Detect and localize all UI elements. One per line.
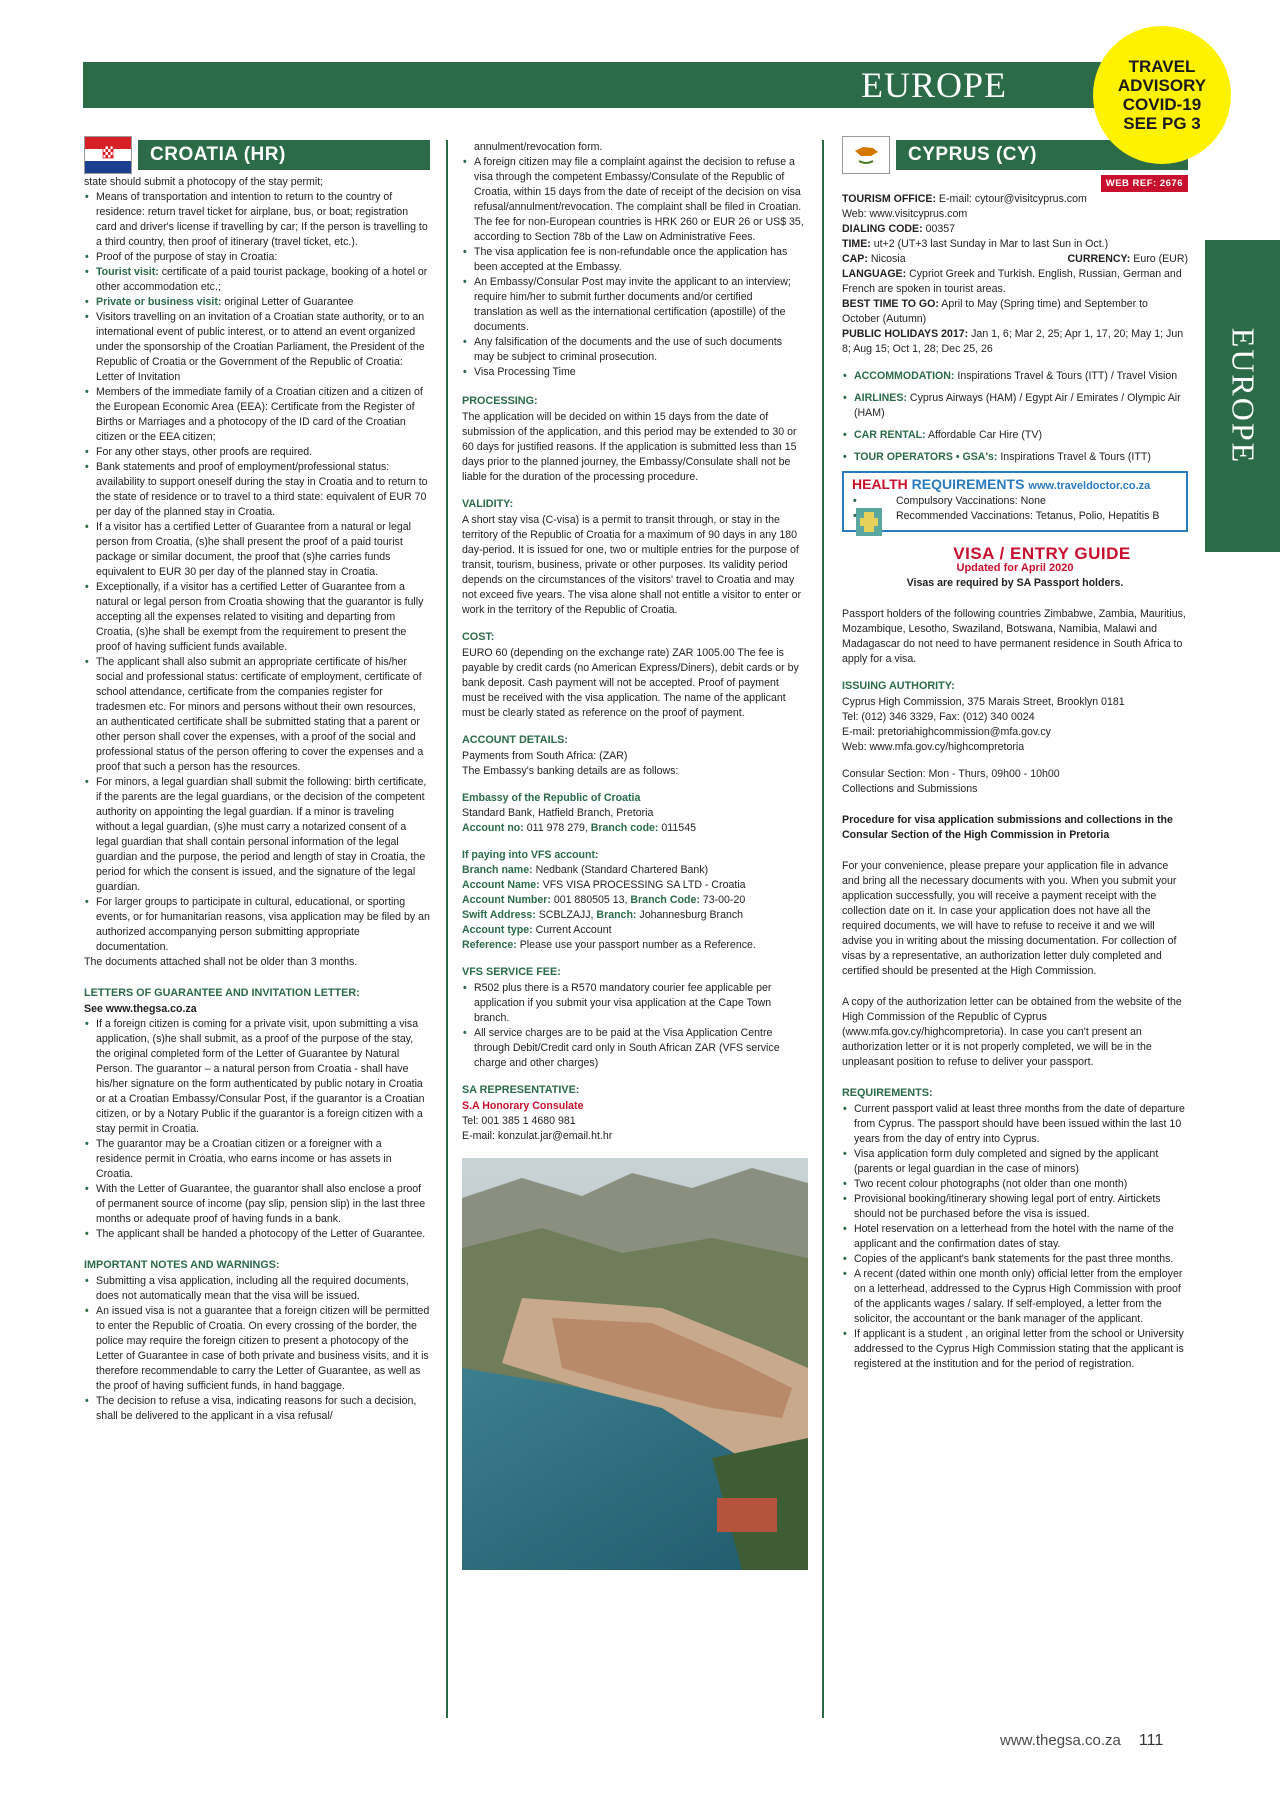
list-item: • An issued visa is not a guarantee that a foreign citizen will be permitted to enter the Republic of Croatia. On every crossing of the border, the police may require the foreign citizen to present a photocopy of the Letter of Guarantee in case of both private and business visits, and it is therefore recommendable to carry the Letter of Guarantee, as well as the proof of having sufficient funds, in hand baggage. bbox=[84, 1304, 430, 1394]
field-label: PUBLIC HOLIDAYS 2017: bbox=[842, 328, 969, 340]
visa-guide-title: VISA / ENTRY GUIDE bbox=[953, 544, 1131, 563]
list-item: • The decision to refuse a visa, indicating reasons for such a decision, shall be delivered to the applicant in a visa refusal/ bbox=[84, 1394, 430, 1424]
health-heading bbox=[852, 477, 1178, 494]
account-line: The Embassy's banking details are as follows: bbox=[462, 765, 679, 777]
field-label: Account no: bbox=[462, 822, 524, 834]
list-item: • For any other stays, other proofs are required. bbox=[84, 445, 430, 460]
list-item: • Compulsory Vaccinations: None bbox=[852, 494, 1178, 509]
section-heading: ISSUING AUTHORITY: bbox=[842, 680, 955, 692]
item-text: Inspirations Travel & Tours (ITT) / Travel Vision bbox=[954, 370, 1178, 382]
info-line bbox=[842, 297, 1188, 327]
field-label: Account type: bbox=[462, 924, 533, 936]
info-line: Web: www.visitcyprus.com bbox=[842, 208, 968, 220]
representative-name: S.A Honorary Consulate bbox=[462, 1100, 584, 1112]
list-item: • All service charges are to be paid at the Visa Application Centre through Debit/Credit card only in South African ZAR (VFS service charge and other charges) bbox=[462, 1026, 804, 1071]
info-line bbox=[842, 267, 1188, 297]
list-item: • The visa application fee is non-refundable once the application has been accepted at the Embassy. bbox=[462, 245, 804, 275]
notes-list bbox=[84, 1274, 430, 1424]
item-label: Tourist visit: bbox=[96, 266, 159, 278]
cyprus-column bbox=[842, 140, 1188, 1372]
info-line bbox=[842, 252, 1188, 267]
item-label: Private or business visit: bbox=[96, 296, 222, 308]
section-heading: REQUIREMENTS: bbox=[842, 1087, 933, 1099]
issuing-line: Cyprus High Commission, 375 Marais Street, Brooklyn 0181 bbox=[842, 696, 1125, 708]
field-value: Nicosia bbox=[867, 253, 906, 265]
item-label: AIRLINES: bbox=[854, 392, 907, 404]
info-line bbox=[842, 327, 1188, 357]
list-item: • If a visitor has a certified Letter of Guarantee from a natural or legal person from Croatia, (s)he shall present the proof of a paid tourist package or similar document, the proof that (s)he carries funds equivalent to EUR 30 per day of the planned stay in Croatia. bbox=[84, 520, 430, 580]
field-value: Please use your passport number as a Reference. bbox=[516, 939, 756, 951]
field-label: LANGUAGE: bbox=[842, 268, 907, 280]
region-side-tab bbox=[1205, 240, 1280, 552]
info-line bbox=[842, 222, 1188, 237]
list-item bbox=[84, 295, 430, 310]
field-label: Account Name: bbox=[462, 879, 540, 891]
list-item: • Submitting a visa application, including all the required documents, does not automatically mean that the visa will be issued. bbox=[84, 1274, 430, 1304]
list-item: • Bank statements and proof of employment/professional status: availability to support oneself during the stay in Croatia and to return to the state of residence or to travel to a third state: equivalent of EUR 70 per day of the planned stay in Croatia. bbox=[84, 460, 430, 520]
passport-text: Passport holders of the following countries Zimbabwe, Zambia, Mauritius, Mozambique, Lesotho, Swaziland, Botswana, Namibia, Malawi and Madagascar do not need to have permanent residence in South Africa to apply for a visa. bbox=[842, 608, 1186, 665]
list-item: • Proof of the purpose of stay in Croatia: bbox=[84, 250, 430, 265]
field-value: E-mail: cytour@visitcyprus.com bbox=[935, 193, 1087, 205]
croatia-requirements-list bbox=[84, 190, 430, 955]
cyprus-title: CYPRUS (CY) bbox=[896, 140, 1188, 170]
field-label: TIME: bbox=[842, 238, 871, 250]
travel-advisory-badge[interactable] bbox=[1093, 26, 1231, 164]
list-item: • Members of the immediate family of a Croatian citizen and a citizen of the European Economic Area (EEA): Certificate from the Register of Births or Marriages and a photocopy of the ID card of the Croatian citizen or the EEA citizen; bbox=[84, 385, 430, 445]
list-item: • With the Letter of Guarantee, the guarantor shall also enclose a proof of permanent source of income (pay slip, pension slip) in the last three months or adequate proof of having funds in a bank. bbox=[84, 1182, 430, 1227]
field-label: TOURISM OFFICE: bbox=[842, 193, 936, 205]
field-value: 011545 bbox=[658, 822, 696, 834]
item-label: TOUR OPERATORS • GSA's: bbox=[854, 451, 998, 463]
web-ref-badge: WEB REF: 2676 bbox=[1101, 175, 1188, 192]
coastal-town-photo bbox=[462, 1158, 808, 1570]
field-value: ut+2 (UT+3 last Sunday in Mar to last Sun in Oct.) bbox=[870, 238, 1109, 250]
list-item: • Recommended Vaccinations: Tetanus, Polio, Hepatitis B bbox=[852, 509, 1178, 524]
list-item: • Means of transportation and intention to return to the country of residence: return travel ticket for airplane, bus, or boat; registration card and driver's license if travelling by car; If the person is travelling to a third country, then proof of itinerary (travel ticket, etc.). bbox=[84, 190, 430, 250]
field-value: Euro (EUR) bbox=[1130, 253, 1188, 265]
list-item: • Visa application form duly completed and signed by the applicant (parents or legal guardian in the case of minors) bbox=[842, 1147, 1188, 1177]
issuing-line[interactable]: E-mail: pretoriahighcommission@mfa.gov.cy bbox=[842, 726, 1051, 738]
croatia-title: CROATIA (HR) bbox=[138, 140, 430, 170]
croatia-column bbox=[84, 140, 430, 1424]
vfs-line bbox=[462, 938, 804, 953]
list-item bbox=[84, 265, 430, 295]
list-item: • If a foreign citizen is coming for a private visit, upon submitting a visa application, (s)he shall submit, as a proof of the purpose of the stay, the original completed form of the Letter of Guarantee by Natural Person. The guarantor – a natural person from Croatia - shall have his/her signature on the form authenticated by public notary in Croatia or at a Croatian Embassy/Consular Post, if the guarantor is a Croatian citizen, or by a Notary Public if the guarantor is a foreign citizen with a stay permit in Croatia. bbox=[84, 1017, 430, 1137]
section-heading: PROCESSING: bbox=[462, 395, 538, 407]
item-label: ACCOMMODATION: bbox=[854, 370, 955, 382]
item-text: certificate of a paid tourist package, booking of a hotel or other accommodation etc.; bbox=[96, 266, 428, 293]
list-item: • Visa Processing Time bbox=[462, 365, 804, 380]
croatia-header bbox=[84, 140, 430, 170]
cyprus-flag-icon bbox=[842, 136, 890, 174]
advisory-line: SEE PG 3 bbox=[1123, 114, 1201, 133]
list-item: • R502 plus there is a R570 mandatory courier fee applicable per application if you submit your visa application at the Cape Town branch. bbox=[462, 981, 804, 1026]
croatia-flag-icon bbox=[84, 136, 132, 174]
region-title: EUROPE bbox=[860, 65, 1007, 105]
list-item: • The guarantor may be a Croatian citizen or a foreigner with a residence permit in Croatia, who earns income or has assets in Croatia. bbox=[84, 1137, 430, 1182]
advisory-line: COVID-19 bbox=[1122, 95, 1202, 114]
visa-updated: Updated for April 2020 bbox=[956, 562, 1074, 574]
region-banner bbox=[83, 62, 1183, 108]
field-label: Branch: bbox=[596, 909, 637, 921]
list-item: • The applicant shall also submit an appropriate certificate of his/her social and professional status: certificate of employment, certificate of school attendance, certificate from the companies register for tradesmen etc. For minors and persons without their own resources, an authenticated certificate shall be submitted stating that a parent or other person shall cover the expenses, with a proof of the social and professional status of the person offering to cover the expenses and a proof that such a person has the resources. bbox=[84, 655, 430, 775]
info-line bbox=[842, 192, 1188, 207]
list-item: • Visitors travelling on an invitation of a Croatian state authority, or to an international event of public interest, or to attend an event organized under the sponsorship of the Croatian Parliament, the President of the Republic of Croatia or the Government of the Republic of Croatia: Letter of Invitation bbox=[84, 310, 430, 385]
requirements-list bbox=[842, 1102, 1188, 1372]
field-value: 73-00-20 bbox=[699, 894, 746, 906]
visa-required-note: Visas are required by SA Passport holders. bbox=[906, 577, 1124, 589]
item-label: CAR RENTAL: bbox=[854, 429, 926, 441]
procedure-title: Procedure for visa application submissions and collections in the Consular Section of the High Commission in Pretoria bbox=[842, 814, 1173, 841]
documents-note: The documents attached shall not be older than 3 months. bbox=[84, 956, 358, 968]
field-label: Branch Code: bbox=[630, 894, 700, 906]
vfs-intro: If paying into VFS account: bbox=[462, 849, 599, 861]
health-list bbox=[852, 494, 1178, 524]
item-text: Inspirations Travel & Tours (ITT) bbox=[997, 451, 1151, 463]
issuing-line[interactable]: Web: www.mfa.gov.cy/highcompretoria bbox=[842, 741, 1025, 753]
list-item: • Any falsification of the documents and the use of such documents may be subject to criminal prosecution. bbox=[462, 335, 804, 365]
section-heading: ACCOUNT DETAILS: bbox=[462, 734, 568, 746]
item-text: original Letter of Guarantee bbox=[221, 296, 354, 308]
embassy-bank: Standard Bank, Hatfield Branch, Pretoria bbox=[462, 807, 654, 819]
field-value: Johannesburg Branch bbox=[636, 909, 744, 921]
list-item: • A recent (dated within one month only) official letter from the employer on a letterhead, addressed to the Cyprus High Commission with proof of the applicants wages / salary. If self-employed, a letter from the solicitor, the accountant or the bank manager of the applicant. bbox=[842, 1267, 1188, 1327]
health-requirements-box bbox=[842, 471, 1188, 532]
field-value: 00357 bbox=[922, 223, 956, 235]
field-label: Swift Address: bbox=[462, 909, 536, 921]
list-item: • Two recent colour photographs (not older than one month) bbox=[842, 1177, 1188, 1192]
list-item: • Copies of the applicant's bank statements for the past three months. bbox=[842, 1252, 1188, 1267]
health-link[interactable]: www.traveldoctor.co.za bbox=[1028, 480, 1151, 492]
field-value: SCBLZAJJ, bbox=[535, 909, 597, 921]
croatia-lead: state should submit a photocopy of the stay permit; bbox=[84, 176, 324, 188]
list-item: • If applicant is a student , an original letter from the school or University addressed to the Cyprus High Commission stating that the applicant is registered at the institution and for the period of registration. bbox=[842, 1327, 1188, 1372]
field-value: 001 880505 13, bbox=[550, 894, 631, 906]
list-item: • For larger groups to participate in cultural, educational, or sporting events, or for humanitarian reasons, visa application may be filed by an authorized accompanying person submitting appropriate documentation. bbox=[84, 895, 430, 955]
vfs-line bbox=[462, 863, 804, 878]
list-item: • Provisional booking/itinerary showing legal port of entry. Airtickets should not be purchased before the visa is issued. bbox=[842, 1192, 1188, 1222]
cost-text: EURO 60 (depending on the exchange rate) ZAR 1005.00 The fee is payable by credit cards (no American Express/Diners), debit cards or by bank deposit. Cash payment will not be accepted. Proof of payment must be received with the visa application. The name of the applicant must be clearly stated as reference on the proof of payment. bbox=[462, 647, 799, 719]
list-item: • Current passport valid at least three months from the date of departure from Cyprus. The passport should have been issued within the last 10 years from the day of entry into Cyprus. bbox=[842, 1102, 1188, 1147]
field-label: DIALING CODE: bbox=[842, 223, 923, 235]
health-title-word: HEALTH bbox=[852, 476, 908, 492]
copy-text: A copy of the authorization letter can be obtained from the website of the High Commission of the Republic of Cyprus (www.mfa.gov.cy/highcompretoria). In case you can't present an authorization letter or it is not properly completed, we will be in the unpleasant position to refuse to deliver your passport. bbox=[842, 996, 1182, 1068]
page-number: 111 bbox=[1138, 1732, 1164, 1749]
list-item: • A foreign citizen may file a complaint against the decision to refuse a visa through the competent Embassy/Consulate of the Republic of Croatia, within 15 days from the date of receipt of the decision on visa refusal/annulment/revocation. The complaint shall be filed in Croatian. The fee for non-European countries is HRK 260 or EUR 26 or US$ 35, according to Section 78b of the Law on Administrative Fees. bbox=[462, 155, 804, 245]
services-list bbox=[842, 369, 1188, 465]
field-value: VFS VISA PROCESSING SA LTD - Croatia bbox=[539, 879, 746, 891]
vfs-line bbox=[462, 908, 804, 923]
notes-list-continued bbox=[462, 155, 804, 380]
embassy-account bbox=[462, 821, 804, 836]
item-text: Affordable Car Hire (TV) bbox=[925, 429, 1042, 441]
see-website-link[interactable]: See www.thegsa.co.za bbox=[84, 1003, 197, 1015]
embassy-name: Embassy of the Republic of Croatia bbox=[462, 792, 641, 804]
footer-url[interactable]: www.thegsa.co.za bbox=[1000, 1732, 1121, 1749]
list-item: • Exceptionally, if a visitor has a certified Letter of Guarantee from a natural or legal person from Croatia showing that the guarantor is fully accepting all the expenses related to visiting and departing from Croatia, (s)he shall be exempt from the requirement to present the proof of having sufficient funds available. bbox=[84, 580, 430, 655]
column-divider bbox=[446, 140, 448, 1718]
list-item bbox=[842, 428, 1188, 443]
side-tab-label: EUROPE bbox=[1225, 327, 1261, 465]
list-item bbox=[842, 369, 1188, 384]
section-heading: SA REPRESENTATIVE: bbox=[462, 1084, 580, 1096]
account-line: Payments from South Africa: (ZAR) bbox=[462, 750, 628, 762]
health-title-word: REQUIREMENTS bbox=[907, 476, 1025, 492]
fee-list bbox=[462, 981, 804, 1071]
croatia-column-continued bbox=[462, 140, 804, 1575]
column-divider bbox=[822, 140, 824, 1718]
field-label: CURRENCY: bbox=[1067, 253, 1131, 265]
page-footer bbox=[1000, 1732, 1163, 1750]
field-label: BEST TIME TO GO: bbox=[842, 298, 939, 310]
field-label: Branch name: bbox=[462, 864, 533, 876]
section-heading: LETTERS OF GUARANTEE AND INVITATION LETTER: bbox=[84, 987, 360, 999]
list-item: • For minors, a legal guardian shall submit the following: birth certificate, if the parents are the legal guardians, or the decision of the competent authority on appointing the legal guardian. If a minor is traveling without a legal guardian, (s)he must carry a notarized consent of a legal guardian that shall contain personal information of the legal guardian and the purpose, the period and length of stay in Croatia, the period for which the consent is issued, and the signature of the legal guardian. bbox=[84, 775, 430, 895]
health-title bbox=[852, 476, 1024, 492]
list-item bbox=[842, 450, 1188, 465]
info-line bbox=[842, 237, 1188, 252]
vfs-line bbox=[462, 893, 804, 908]
guarantee-list bbox=[84, 1017, 430, 1242]
list-item: • The applicant shall be handed a photocopy of the Letter of Guarantee. bbox=[84, 1227, 430, 1242]
processing-text: The application will be decided on within 15 days from the date of submission of the application, and this period may be extended to 30 or 60 days for justified reasons. If the application is submitted less than 15 days prior to the planned journey, the Embassy/Consulate shall not be liable for the duration of the processing procedure. bbox=[462, 411, 797, 483]
field-value: Cypriot Greek and Turkish. English, Russian, German and French are spoken in tourist areas. bbox=[842, 268, 1182, 295]
field-value: Current Account bbox=[532, 924, 612, 936]
convenience-text: For your convenience, please prepare your application file in advance and bring all the necessary documents with you. When you submit your application successfully, you will receive a payment receipt with the collection date on it. In case your application does not have all the required documents, we will have to refuse to receive it and we will advise you in writing about the missing documentation. For collection of visas by a representative, an authorization letter duly completed and certified should be presented at the High Commission. bbox=[842, 860, 1177, 977]
field-value: 011 978 279, bbox=[523, 822, 591, 834]
validity-text: A short stay visa (C-visa) is a permit to transit through, or stay in the territory of the Republic of Croatia for a maximum of 90 days in any 180 day-period. It is issued for one, two or multiple entries for the purpose of transit, tourism, business, private or other purposes. Its validity period depends on the circumstances of the visitors' travel to Croatia and may not exceed five years. The visa alone shall not entitle a visitor to enter or work in the territory of the Republic of Croatia. bbox=[462, 514, 801, 616]
list-item: • An Embassy/Consular Post may invite the applicant to an interview; require him/her to submit further documents and/or certified translation as well as the international certification (apostille) of the documents. bbox=[462, 275, 804, 335]
advisory-line: TRAVEL bbox=[1128, 57, 1196, 76]
vfs-line bbox=[462, 923, 804, 938]
field-label: Account Number: bbox=[462, 894, 551, 906]
issuing-line: Tel: (012) 346 3329, Fax: (012) 340 0024 bbox=[842, 711, 1035, 723]
section-heading: COST: bbox=[462, 631, 495, 643]
representative-tel: Tel: 001 385 1 4680 981 bbox=[462, 1115, 576, 1127]
list-item bbox=[842, 391, 1188, 421]
field-label: CAP: bbox=[842, 253, 868, 265]
field-value: Jan 1, 6; Mar 2, 25; Apr 1, 17, 20; May 1; Jun 8; Aug 15; Oct 1, 28; Dec 25, 26 bbox=[842, 328, 1184, 355]
list-item: • Hotel reservation on a letterhead from the hotel with the name of the applicant and the confirmation dates of stay. bbox=[842, 1222, 1188, 1252]
section-heading: VALIDITY: bbox=[462, 498, 514, 510]
section-heading: VFS SERVICE FEE: bbox=[462, 966, 561, 978]
section-heading: IMPORTANT NOTES AND WARNINGS: bbox=[84, 1259, 280, 1271]
item-text: Cyprus Airways (HAM) / Egypt Air / Emirates / Olympic Air (HAM) bbox=[854, 392, 1181, 419]
consular-line: Collections and Submissions bbox=[842, 783, 978, 795]
field-label: Reference: bbox=[462, 939, 517, 951]
field-value: April to May (Spring time) and September to October (Autumn) bbox=[842, 298, 1148, 325]
field-value: Nedbank (Standard Chartered Bank) bbox=[532, 864, 709, 876]
field-label: Branch code: bbox=[590, 822, 659, 834]
advisory-line: ADVISORY bbox=[1117, 76, 1207, 95]
consular-line: Consular Section: Mon - Thurs, 09h00 - 10h00 bbox=[842, 768, 1060, 780]
representative-email[interactable]: E-mail: konzulat.jar@email.ht.hr bbox=[462, 1130, 613, 1142]
vfs-line bbox=[462, 878, 804, 893]
continued-lead: annulment/revocation form. bbox=[474, 141, 603, 153]
